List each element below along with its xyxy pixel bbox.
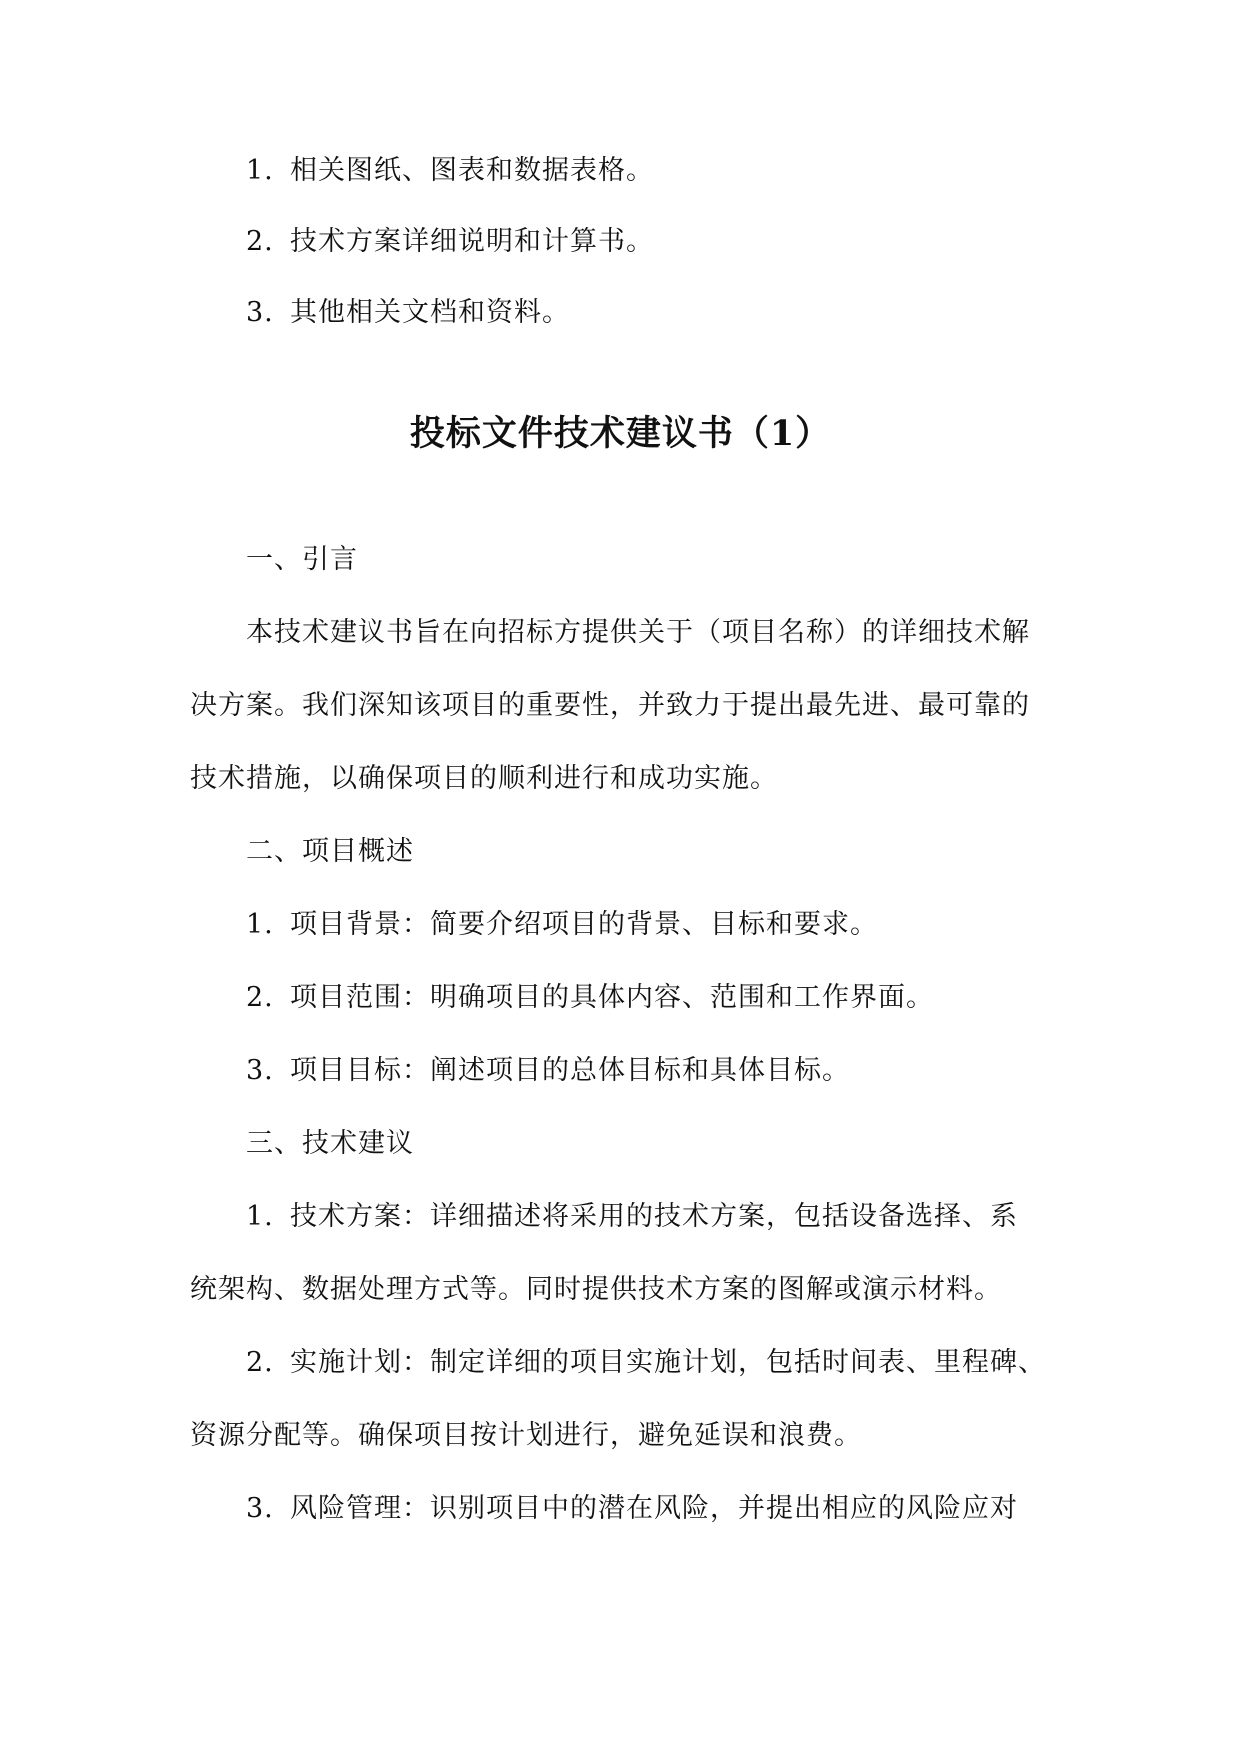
appendix-item [246,151,654,191]
list-number: 3. [246,1493,274,1524]
list-text: 实施计划：制定详细的项目实施计划，包括时间表、里程碑、 [290,1347,1046,1378]
appendix-item [246,222,654,262]
list-number: 2. [246,226,274,257]
section-heading: 三、技术建议 [246,1128,414,1159]
list-item [246,1051,850,1091]
list-number: 1. [246,1201,274,1232]
list-number: 2. [246,1347,274,1378]
list-text: 技术方案详细说明和计算书。 [290,226,654,257]
list-text: 相关图纸、图表和数据表格。 [290,155,654,186]
document-title: 投标文件技术建议书（1） [409,413,832,454]
section-heading: 二、项目概述 [246,836,414,867]
list-number: 1. [246,909,274,940]
list-text: 项目目标：阐述项目的总体目标和具体目标。 [290,1055,850,1086]
list-item [246,1489,1018,1529]
list-number: 3. [246,297,274,328]
paragraph-line: 技术措施，以确保项目的顺利进行和成功实施。 [190,763,778,794]
list-item [246,1197,1018,1237]
paragraph-line: 本技术建议书旨在向招标方提供关于（项目名称）的详细技术解 [246,617,1030,648]
appendix-item [246,293,570,333]
list-number: 2. [246,982,274,1013]
list-item [246,905,878,945]
list-text: 项目背景：简要介绍项目的背景、目标和要求。 [290,909,878,940]
list-number: 1. [246,155,274,186]
list-text: 风险管理：识别项目中的潜在风险，并提出相应的风险应对 [290,1493,1018,1524]
list-text: 其他相关文档和资料。 [290,297,570,328]
paragraph-line: 决方案。我们深知该项目的重要性，并致力于提出最先进、最可靠的 [190,690,1030,721]
list-text: 技术方案：详细描述将采用的技术方案，包括设备选择、系 [290,1201,1018,1232]
list-item-continuation: 资源分配等。确保项目按计划进行，避免延误和浪费。 [190,1420,862,1451]
section-heading: 一、引言 [246,544,358,575]
list-item [246,1343,1046,1383]
list-item-continuation: 统架构、数据处理方式等。同时提供技术方案的图解或演示材料。 [190,1274,1002,1305]
list-text: 项目范围：明确项目的具体内容、范围和工作界面。 [290,982,934,1013]
list-item [246,978,934,1018]
list-number: 3. [246,1055,274,1086]
